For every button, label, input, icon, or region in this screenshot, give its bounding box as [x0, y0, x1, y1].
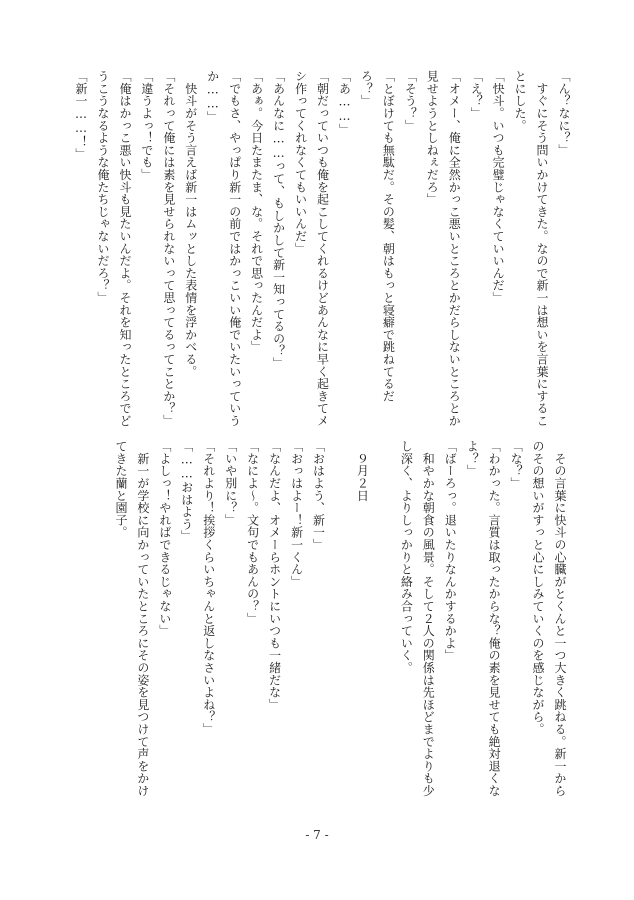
text-line: 「ばーろっ。退いたりなんかするかよ」 [443, 440, 458, 662]
text-line: 「でもさ、やっぱり新一の前ではかっこいい俺でいたいっていうか……」 [205, 70, 242, 427]
text-line: 「違うよっ！でも」 [139, 70, 154, 181]
text-line: 「朝だっていつも俺を起こしてくれるけどあんなに早く起きてメシ作ってくれなくてもいいんだ」 [293, 70, 330, 427]
blank-line [329, 440, 351, 800]
blank-line [372, 440, 394, 800]
text-line: 「え？」 [469, 70, 484, 120]
text-line: 「あ……」 [337, 70, 352, 136]
text-line: 「おはよう、新一」 [311, 440, 326, 551]
text-line: 「俺はかっこ悪い快斗も見たいんだよ。それを知ったところでどうこうなるような俺たちじゃないだろ？」 [95, 70, 132, 427]
text-line: 「ん？なに？」 [557, 70, 571, 157]
text-line: 「とぼけても無駄だ。その髪、朝はもっと寝癖で跳ねてるだろ？」 [359, 70, 396, 403]
upper-text-block [74, 70, 574, 430]
text-line: 快斗がそう言えば新一はムッとした表情を浮かべる。 [183, 70, 198, 378]
text-line: 「おっはよー！新一くん」 [289, 440, 304, 588]
lower-text-block [70, 440, 570, 800]
text-line: 「それより！挨拶くらいちゃんと返しなさいよね？」 [201, 440, 216, 736]
text-line: 「なによ〜。文句でもあんの？」 [245, 440, 260, 625]
text-line: その言葉に快斗の心臓がとくんと一つ大きく跳ねる。新一からのその想いがすっと心にしみていくのを感じながら。 [531, 440, 567, 797]
text-line: 「よしっ！やればできるじゃない」 [157, 440, 172, 637]
text-line: 「そう？」 [403, 70, 418, 132]
text-line: 和やかな朝食の風景。そして２人の関係は先ほどまでよりも少し深く、よりしっかりと絡み合っていく。 [399, 440, 436, 797]
text-line: 「わかった。言質は取ったからな？俺の素を見せても絶対退くなよ？」 [465, 440, 502, 797]
text-line: 新一が学校に向かっていたところにその姿を見つけて声をかけてきた蘭と園子。 [113, 440, 150, 797]
text-line: 「あぁ。今日たまたま、な。それで思ったんだよ」 [249, 70, 264, 353]
text-line: 「新一……！」 [74, 70, 89, 161]
text-line: 「快斗。いつも完璧じゃなくていいんだ」 [491, 70, 506, 304]
page-number: - 7 - [305, 828, 329, 842]
text-line: 「オメー、俺に全然かっこ悪いところとかだらしないところとか見せようとしねぇだろ」 [425, 70, 462, 427]
text-line: 「な？」 [509, 440, 524, 490]
text-line: 「……おはよう」 [179, 440, 194, 543]
text-line: すぐにそう問いかけてきた。なので新一は想いを言葉にすることにした。 [513, 70, 550, 427]
text-line: 「いや別に？」 [223, 440, 238, 527]
date-heading: ９月２日 [355, 440, 370, 502]
text-line: 「なんだよ、オメーらホントにいつも一緒だな」 [267, 440, 282, 711]
text-line: 「それって俺には素を見せられないって思ってるってことか？」 [161, 70, 176, 427]
text-line: 「あんなに……って、もしかして新一知ってるの？」 [271, 70, 286, 370]
